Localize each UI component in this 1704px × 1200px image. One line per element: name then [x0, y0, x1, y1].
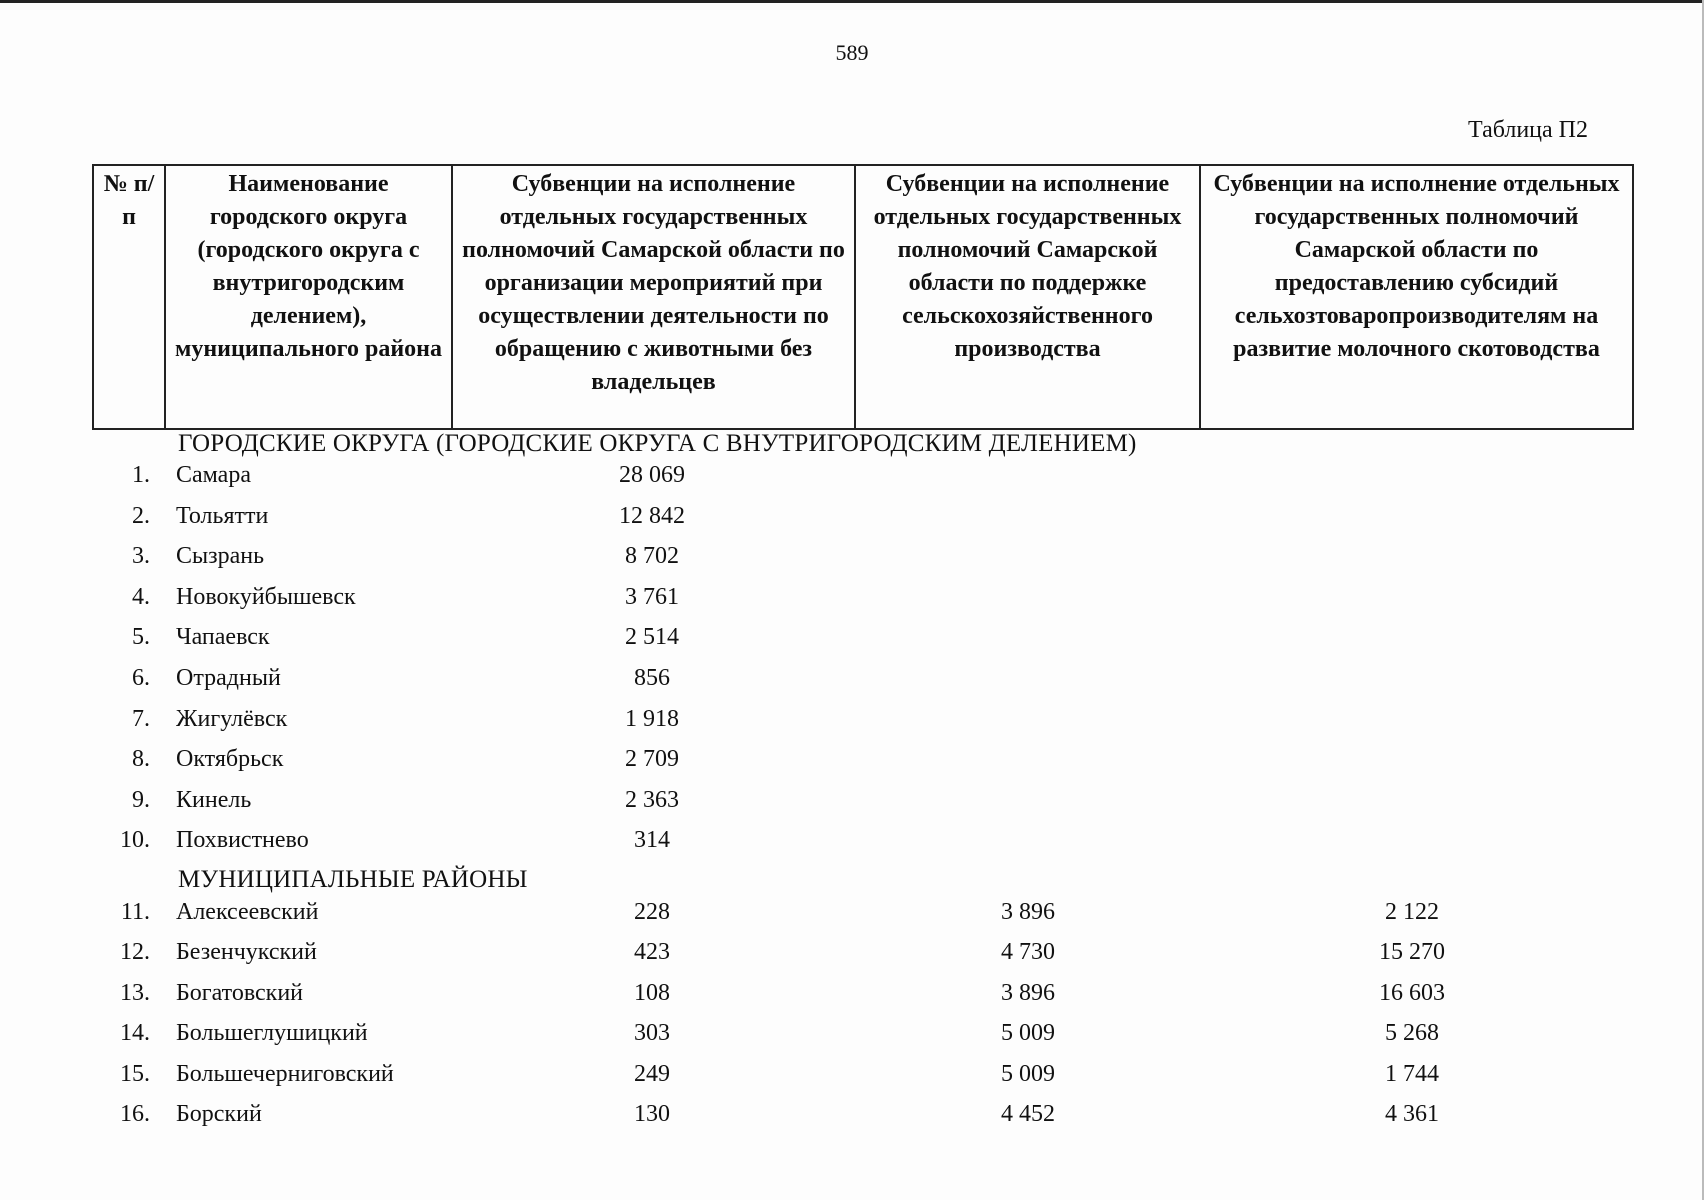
row-number: 1.: [132, 462, 150, 488]
row-number: 2.: [132, 502, 150, 529]
row-animals-subvention: 108: [634, 979, 670, 1006]
row-animals-subvention: 12 842: [619, 502, 685, 529]
table-row: [0, 457, 1704, 493]
row-district-name: Безенчукский: [176, 939, 317, 966]
table-label: Таблица П2: [1468, 117, 1588, 143]
section-heading-municipal-districts: МУНИЦИПАЛЬНЫЕ РАЙОНЫ: [178, 866, 528, 893]
row-animals-subvention: 130: [634, 1101, 670, 1127]
row-number: 3.: [132, 543, 150, 570]
row-district-name: Самара: [176, 462, 251, 488]
row-number: 9.: [132, 786, 150, 813]
row-district-name: Кинель: [176, 786, 252, 813]
table-row: [0, 619, 1704, 655]
header-col-number: № п/п: [93, 165, 165, 429]
section-heading-city-districts: ГОРОДСКИЕ ОКРУГА (ГОРОДСКИЕ ОКРУГА С ВНУТРИГОРОДСКИМ ДЕЛЕНИЕМ): [178, 430, 1137, 457]
row-animals-subvention: 3 761: [625, 583, 679, 610]
row-agriculture-subvention: 3 896: [1001, 979, 1055, 1006]
row-dairy-subvention: 16 603: [1379, 979, 1445, 1006]
table-row: [0, 498, 1704, 534]
row-number: 16.: [120, 1101, 150, 1127]
row-animals-subvention: 249: [634, 1060, 670, 1087]
row-district-name: Жигулёвск: [176, 705, 288, 732]
table-row: [0, 579, 1704, 615]
row-number: 7.: [132, 705, 150, 732]
row-animals-subvention: 228: [634, 899, 670, 925]
row-district-name: Борский: [176, 1101, 262, 1127]
row-number: 14.: [120, 1020, 150, 1047]
row-animals-subvention: 2 363: [625, 786, 679, 813]
row-dairy-subvention: 2 122: [1385, 899, 1439, 925]
row-animals-subvention: 2 514: [625, 624, 679, 651]
row-number: 13.: [120, 979, 150, 1006]
row-district-name: Тольятти: [176, 502, 269, 529]
top-border-line: [0, 0, 1704, 3]
row-agriculture-subvention: 3 896: [1001, 899, 1055, 925]
row-animals-subvention: 856: [634, 665, 670, 691]
row-agriculture-subvention: 4 730: [1001, 939, 1055, 966]
row-district-name: Октябрьск: [176, 746, 284, 773]
table-row: [0, 975, 1704, 1011]
row-district-name: Алексеевский: [176, 899, 319, 925]
row-agriculture-subvention: 5 009: [1001, 1060, 1055, 1087]
row-number: 15.: [120, 1060, 150, 1087]
row-district-name: Сызрань: [176, 543, 265, 570]
table-row: [0, 538, 1704, 574]
row-animals-subvention: 1 918: [625, 705, 679, 732]
table-row: [0, 660, 1704, 696]
table-row: [0, 701, 1704, 737]
row-number: 10.: [120, 827, 150, 854]
table-row: [0, 1015, 1704, 1051]
header-col-animals-subvention: Субвенции на исполнение отдельных государственных полномочий Самарской области по организации мероприятий при осуществлении деятельности по обращению с животными без владельцев: [452, 165, 855, 429]
row-district-name: Отрадный: [176, 665, 281, 691]
row-number: 6.: [132, 665, 150, 691]
row-animals-subvention: 8 702: [625, 543, 679, 570]
header-col-agriculture-subvention: Субвенции на исполнение отдельных государственных полномочий Самарской области по поддержке сельскохозяйственного производства: [855, 165, 1200, 429]
row-district-name: Богатовский: [176, 979, 304, 1006]
row-animals-subvention: 28 069: [619, 462, 685, 488]
row-number: 12.: [120, 939, 150, 966]
row-district-name: Похвистнево: [176, 827, 309, 854]
row-animals-subvention: 423: [634, 939, 670, 966]
row-agriculture-subvention: 4 452: [1001, 1101, 1055, 1127]
header-col-name: Наименование городского округа (городского округа с внутригородским делением), муниципального района: [165, 165, 452, 429]
row-dairy-subvention: 4 361: [1385, 1101, 1439, 1127]
table-row: [0, 741, 1704, 777]
row-district-name: Новокуйбышевск: [176, 583, 356, 610]
row-district-name: Чапаевск: [176, 624, 270, 651]
row-agriculture-subvention: 5 009: [1001, 1020, 1055, 1047]
header-col-dairy-subvention: Субвенции на исполнение отдельных государственных полномочий Самарской области по предоставлению субсидий сельхозтоваропроизводителям на развитие молочного скотоводства: [1200, 165, 1633, 429]
row-number: 4.: [132, 583, 150, 610]
row-number: 11.: [120, 899, 150, 925]
table-row: [0, 934, 1704, 970]
row-animals-subvention: 2 709: [625, 746, 679, 773]
table-row: [0, 782, 1704, 818]
row-dairy-subvention: 15 270: [1379, 939, 1445, 966]
row-district-name: Большечерниговский: [176, 1060, 394, 1087]
page-number: 589: [835, 40, 869, 65]
row-dairy-subvention: 1 744: [1385, 1060, 1439, 1087]
table-row: [0, 1056, 1704, 1092]
header-row: [93, 165, 1633, 429]
table-row: [0, 822, 1704, 858]
row-district-name: Большеглушицкий: [176, 1020, 368, 1047]
row-number: 8.: [132, 746, 150, 773]
row-animals-subvention: 314: [634, 827, 670, 854]
table-header: [92, 164, 1634, 430]
table-row: [0, 1096, 1704, 1132]
row-dairy-subvention: 5 268: [1385, 1020, 1439, 1047]
table-row: [0, 894, 1704, 930]
row-animals-subvention: 303: [634, 1020, 670, 1047]
row-number: 5.: [132, 624, 150, 651]
